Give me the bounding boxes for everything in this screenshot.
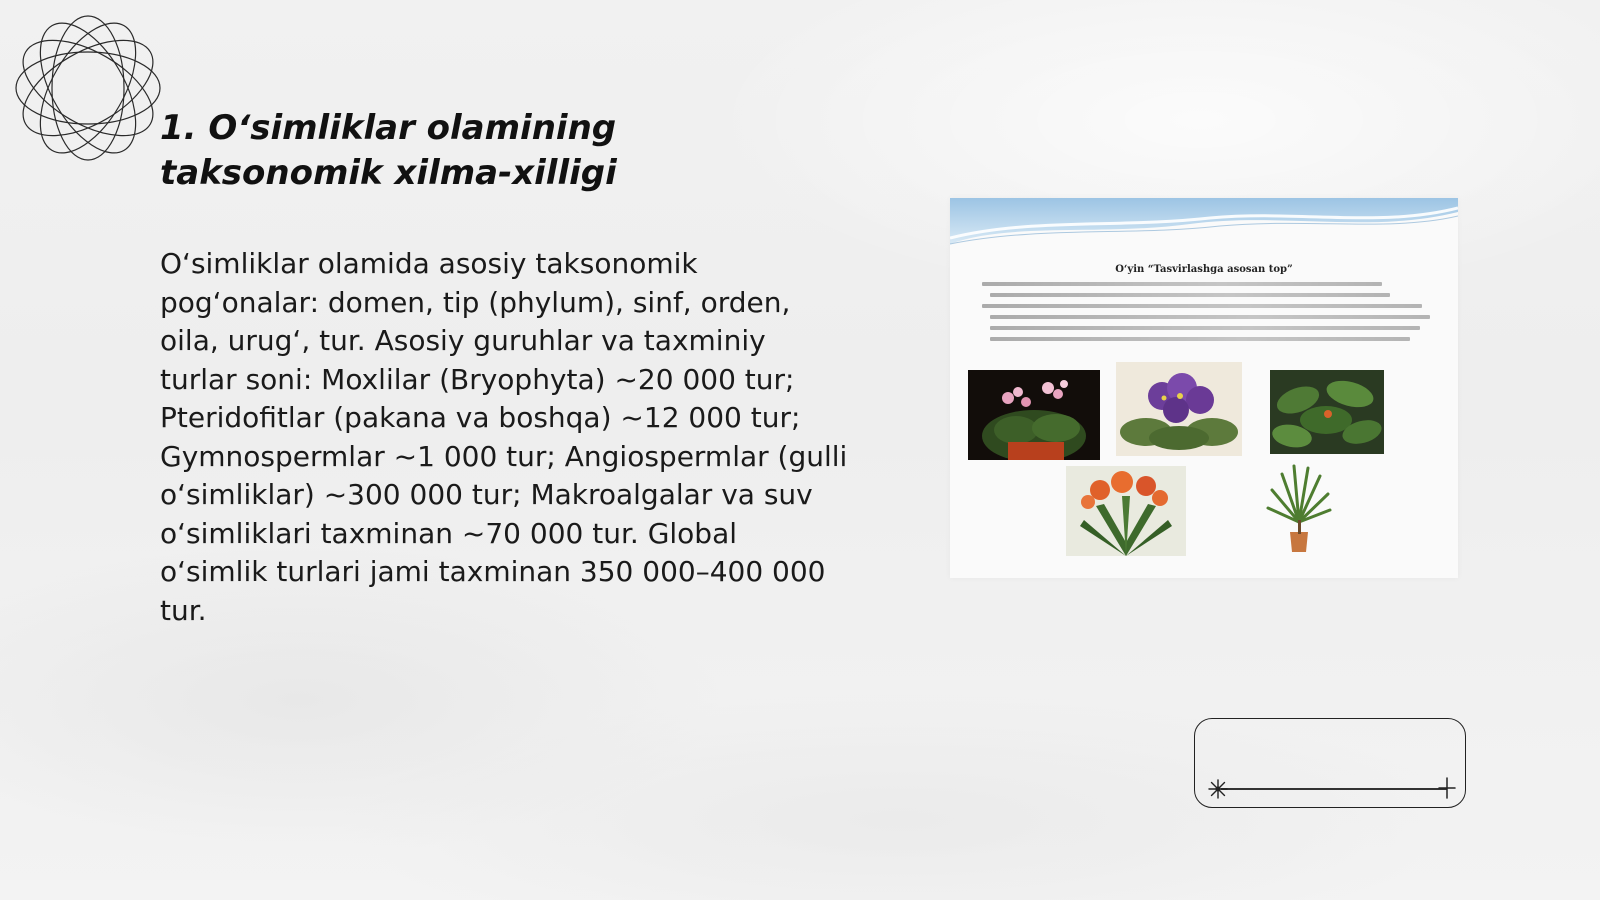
worksheet-image [950,198,1458,578]
slide-body-text: O‘simliklar olamida asosiy taksonomik pog‘onalar: domen, tip (phylum), sinf, orden, oila, urug‘, tur. Asosiy guruhlar va taxminiy turlar soni: Moxlilar (Bryophyta) ~20 000 tur; Pteridofitlar (pakana va boshqa) ~12 000 tur; Gymnospermlar ~1 000 tur; Angiospermlar (gulli o‘simliklar) ~300 000 tur; Makroalgalar va suv o‘simliklari taxminan ~70 000 tur. Global o‘simlik turlari jami taxminan 350 000–400 000 tur. [160,247,848,627]
decorative-rounded-box [1194,718,1466,808]
interlocking-rings-icon [8,8,168,168]
sparkle-icon [1205,776,1231,802]
worksheet-heading: O‘yin “Tasvirlashga asosan top” [1115,264,1293,275]
slide-title: 1. O‘simliklar olamining taksonomik xilma-xilligi [160,108,617,193]
plant-photo-potted-palm [1264,460,1334,556]
plus-cross-icon [1435,776,1459,800]
divider-line [1221,788,1447,790]
wave-banner [950,198,1458,246]
plant-photo-orange-flowers [1066,466,1186,556]
plant-photo-pink-flowers [968,370,1100,460]
worksheet-text-lines [982,282,1432,352]
plant-photo-violet [1116,362,1242,456]
plant-photo-green-leaves [1270,370,1384,454]
